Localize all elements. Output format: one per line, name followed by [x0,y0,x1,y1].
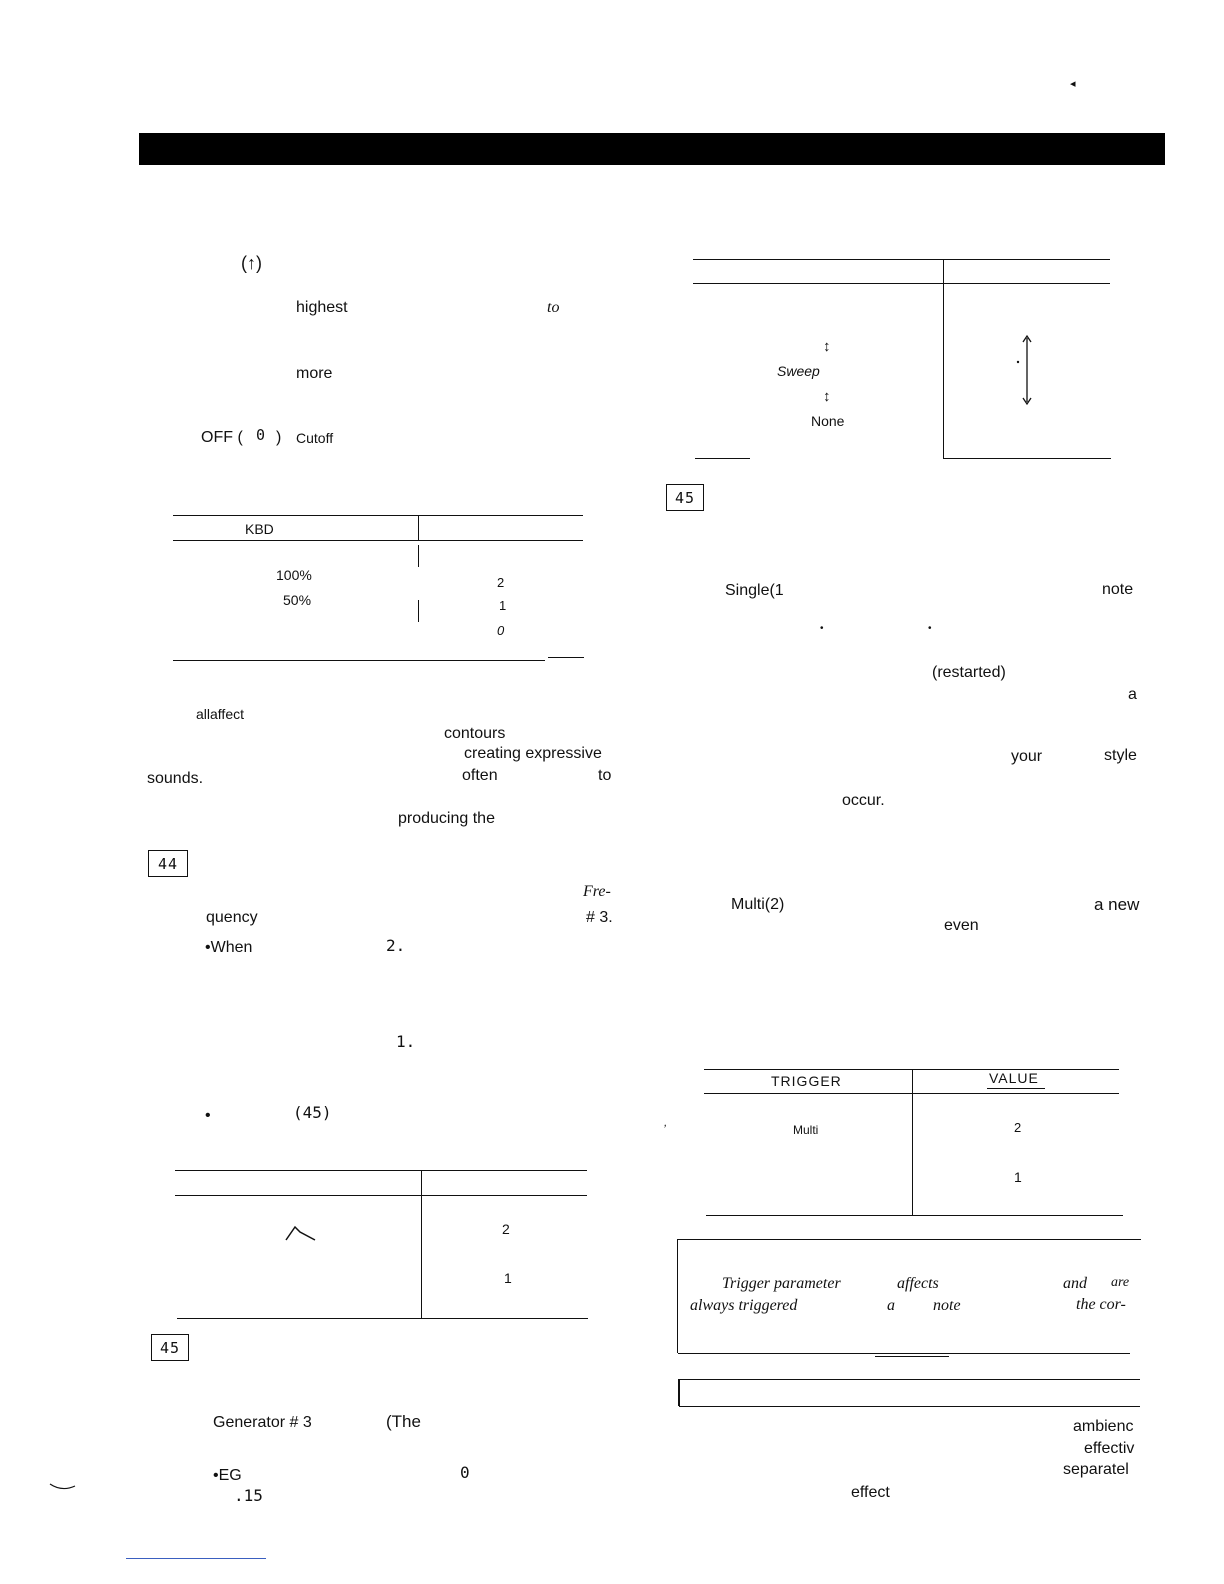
shape-row-value: 2 [502,1221,510,1237]
text-sounds: sounds. [147,770,204,787]
text-generator-3: Generator # 3 [213,1414,312,1431]
text-allaffect: allaffect [196,706,244,722]
trigger-table-bottom-rule [706,1215,1123,1216]
text-when: •When [205,939,253,956]
kbd-table-divider-a [418,545,419,567]
left-line-3: more [296,365,333,382]
kbd-table-header: KBD [245,521,274,537]
shape-row-value: 1 [504,1270,512,1286]
none-label: None [811,413,845,429]
text-occur: occur. [842,792,885,809]
text-producing-the: producing the [398,810,495,827]
lcd-45-icon: 45 [666,484,704,511]
shape-table-bottom-rule [177,1318,588,1319]
left-line-4-off: OFF ( [201,429,243,446]
shape-table-divider [421,1170,422,1318]
dot-mark: • [820,623,824,634]
margin-mark [50,1482,76,1492]
text-ambience: ambienc [1073,1418,1134,1435]
kbd-table-header-rule [173,540,583,541]
lcd-digit-1: 1. [396,1032,416,1051]
sweep-arrow: ↕ [823,338,831,355]
text-often: often [462,767,498,784]
note-and: and [1063,1275,1087,1292]
left-line-1: (↑) [241,253,262,273]
text-fre: Fre- [583,883,611,900]
kbd-table-divider-top [418,515,419,540]
left-line-2-word-b: to [547,299,560,316]
text-single: Single(1 [725,582,784,599]
lcd-45-icon: 45 [151,1334,189,1361]
corner-mark: ◂ [1070,78,1076,90]
note-are: are [1111,1275,1130,1290]
sweep-label: Sweep [777,363,820,379]
kbd-table-bottom-rule [173,660,545,661]
shape-table-header-rule [175,1195,587,1196]
kbd-table-top-rule [173,515,583,516]
text-to: to [598,767,612,784]
text-a-new: a new [1094,895,1140,914]
shape-table-top-rule [175,1170,587,1171]
lcd-digit-15: .15 [234,1486,263,1505]
footer-rule [126,1558,266,1559]
left-line-4-cutoff: Cutoff [296,430,334,446]
lcd-45-inline: (45) [293,1103,332,1122]
note-note: note [933,1297,961,1314]
kbd-row-value: 1 [499,598,507,613]
trigger-row-label: Multi [793,1123,819,1137]
text-effect: effect [851,1484,890,1501]
text-quency: quency [206,909,258,926]
section-box-top-rule [679,1379,1140,1380]
text-note: note [1102,581,1134,598]
kbd-table-bottom-rule-tail [548,657,584,658]
note-a: a [887,1297,895,1314]
text-contours: contours [444,725,506,742]
note-trigger-parameter: Trigger parameter [722,1275,841,1292]
text-style: style [1104,747,1137,764]
text-eg: •EG [213,1467,242,1484]
note-box-left-rule [677,1239,678,1353]
text-the: (The [386,1412,421,1431]
sweep-table-header-rule [693,283,1110,284]
note-the-cor: the cor- [1076,1296,1126,1313]
range-arrow-icon [1020,334,1034,406]
kbd-row-label: 50% [283,592,312,608]
left-line-4-paren: ) [276,429,282,446]
lcd-digit-2: 2. [386,936,406,955]
section-box-left-rule [678,1379,680,1406]
text-multi: Multi(2) [731,896,785,913]
trigger-row-value: 2 [1014,1120,1022,1135]
sweep-table-bottom-rule-b [943,458,1111,459]
text-restarted: (restarted) [932,664,1006,681]
value-table-header: VALUE [989,1070,1039,1086]
note-always-triggered: always triggered [690,1297,798,1314]
left-line-4-lcd-digit: 0 [256,426,266,444]
kbd-row-value: 0 [497,623,505,638]
note-affects: affects [897,1275,939,1292]
lcd-digit-0: 0 [460,1463,470,1482]
header-bar [139,133,1165,165]
note-box-top-rule [678,1239,1141,1240]
section-box-bottom-rule [679,1406,1140,1407]
text-your: your [1011,748,1043,765]
left-line-2-word-a: highest [296,299,348,316]
text-effective: effectiv [1084,1440,1135,1457]
kbd-row-label: 100% [276,567,312,583]
sweep-table-top-rule [693,259,1110,260]
text-even: even [944,917,979,934]
text-creating-expressive: creating expressive [464,745,602,762]
trigger-table-divider [912,1069,913,1215]
value-header-underline [987,1088,1045,1089]
trigger-table-header: TRIGGER [771,1073,842,1089]
text-a: a [1128,686,1137,703]
sweep-arrow: ↕ [823,388,831,405]
kbd-table-divider-b [418,600,419,622]
kbd-row-value: 2 [497,575,505,590]
bullet: • [205,1107,211,1124]
lcd-44-icon: 44 [148,850,188,877]
note-box-bottom-rule-extra [875,1356,949,1357]
margin-tick: , [664,1115,668,1129]
dot-mark: • [928,623,932,634]
text-separately: separatel [1063,1461,1129,1478]
note-box-bottom-rule [678,1353,1130,1354]
text-number-3: # 3. [586,909,613,926]
trigger-row-value: 1 [1014,1169,1022,1185]
sweep-table-bottom-rule-a [695,458,750,459]
sweep-table-divider [943,259,944,459]
envelope-shape-icon [286,1226,316,1242]
